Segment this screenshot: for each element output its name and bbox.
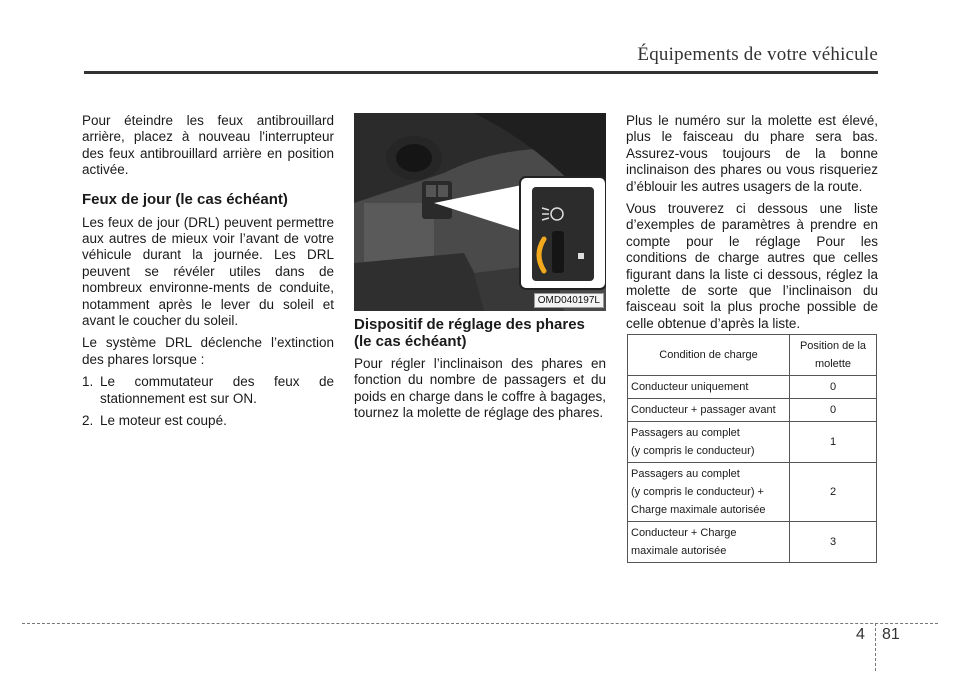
table-row — [628, 376, 877, 399]
intro-paragraph: Pour éteindre les feux antibrouillard arrière, placez à nouveau l'interrupteur des feux antibrouillard arrière en position activée. — [82, 113, 334, 178]
load-condition-table — [627, 334, 877, 563]
table-cell-condition: Conducteur uniquement — [628, 376, 790, 399]
drl-conditions-list — [82, 374, 334, 429]
list-item-number: 2. — [82, 413, 94, 429]
drl-paragraph-1: Les feux de jour (DRL) peuvent permettre aux autres de mieux voir l’avant de votre véhicule durant la journée. Les DRL peuvent se révéler utiles dans de nombreux environne-ments de conduite, notamment après le lever du soleil et avant le coucher du soleil. — [82, 214, 334, 329]
table-cell-position: 2 — [790, 463, 877, 522]
list-item-text: Le moteur est coupé. — [100, 413, 227, 429]
list-item-number: 1. — [82, 374, 94, 390]
list-item — [82, 413, 334, 429]
chapter-number: 4 — [856, 626, 865, 643]
middle-column-text — [354, 316, 606, 422]
table-cell-condition: Passagers au complet (y compris le conducteur) — [628, 422, 790, 463]
table-header-position: Position de la molette — [790, 335, 877, 376]
right-paragraph-2: Vous trouverez ci dessous une liste d’exemples de paramètres à prendre en compte pour le réglage Pour les conditions de charge autres que celles figurant dans la liste ci dessous, réglez la molette de sorte que l’inclinaison du faisceau soit la plus proche possible de celle obtenue d’après la liste. — [626, 201, 878, 331]
table-header-row — [628, 335, 877, 376]
table-cell-condition: Conducteur + passager avant — [628, 399, 790, 422]
left-column — [82, 113, 334, 436]
table-row — [628, 522, 877, 563]
table-row — [628, 463, 877, 522]
table-cell-position: 3 — [790, 522, 877, 563]
drl-paragraph-2: Le système DRL déclenche l’extinction des phares lorsque : — [82, 335, 334, 367]
drl-heading: Feux de jour (le cas échéant) — [82, 190, 288, 208]
table-cell-position: 0 — [790, 376, 877, 399]
headlight-leveling-paragraph: Pour régler l’inclinaison des phares en fonction du nombre de passagers et du poids en charge dans le coffre à bagages, tournez la molette de réglage des phares. — [354, 356, 606, 421]
page-number: 81 — [882, 626, 900, 643]
table-cell-position: 1 — [790, 422, 877, 463]
list-item — [82, 374, 334, 407]
image-caption: OMD040197L — [534, 293, 604, 308]
page-number-separator — [875, 623, 876, 671]
headlight-leveling-heading: Dispositif de réglage des phares (le cas échéant) — [354, 316, 585, 350]
table-row — [628, 422, 877, 463]
headlight-leveling-photo — [354, 113, 606, 311]
table-cell-condition: Passagers au complet (y compris le conducteur) + Charge maximale autorisée — [628, 463, 790, 522]
right-paragraph-1: Plus le numéro sur la molette est élevé, plus le faisceau du phare sera bas. Assurez-vous toujours de la bonne inclinaison des phares ou vous risqueriez d’éblouir les autres usagers de la route. — [626, 113, 878, 194]
dashboard-illustration — [354, 113, 606, 311]
page-header-title: Équipements de votre véhicule — [637, 44, 878, 65]
table-cell-position: 0 — [790, 399, 877, 422]
list-item-text: Le commutateur des feux de stationnement est sur ON. — [100, 374, 334, 406]
table-header-condition: Condition de charge — [628, 335, 790, 376]
table-cell-condition: Conducteur + Charge maximale autorisée — [628, 522, 790, 563]
footer-divider — [22, 623, 938, 624]
table-row — [628, 399, 877, 422]
right-column — [626, 113, 878, 338]
header-rule — [84, 71, 878, 74]
